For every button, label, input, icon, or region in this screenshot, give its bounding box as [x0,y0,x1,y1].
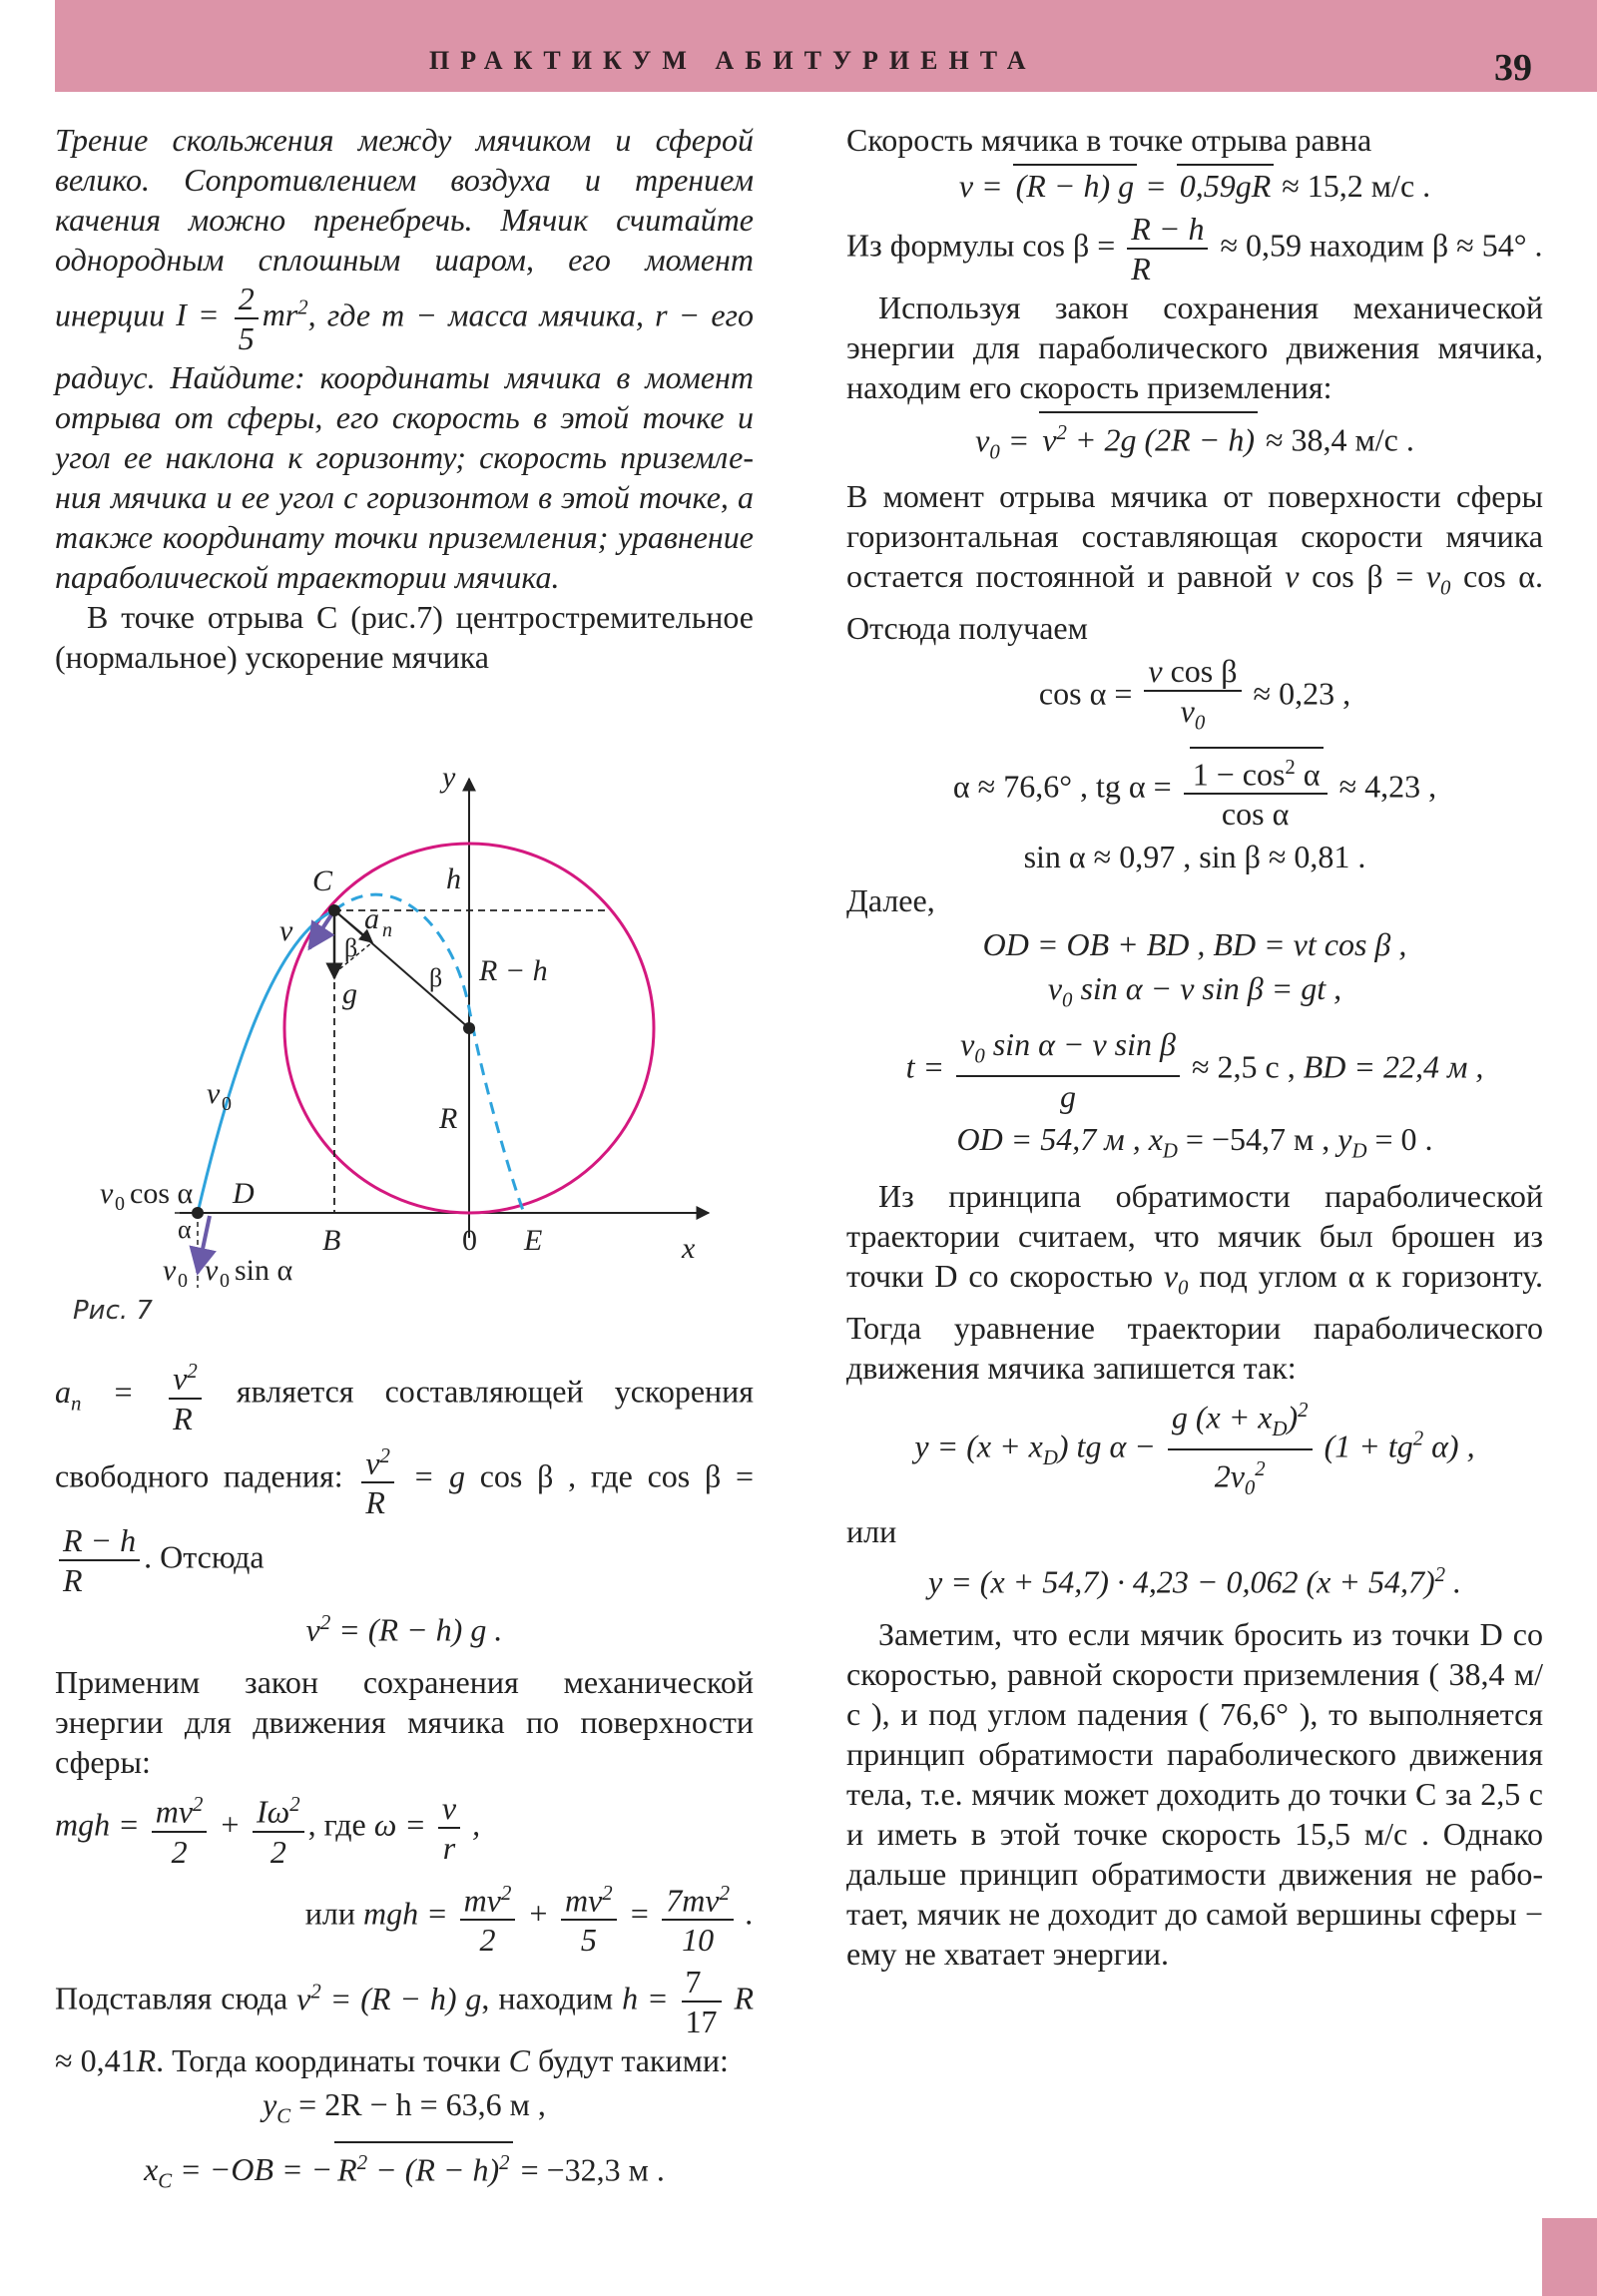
trajectory-dashed [334,894,524,1213]
landing-paragraph: Используя закон сохранения механической энергии для параболического движения мячика, находим его скорость приземления: [846,289,1543,405]
label-v0-bottom: v [163,1254,177,1287]
label-v0-curve: v [207,1077,221,1110]
reversibility-paragraph: Из принципа обратимости параболической траектории считаем, что мячик был брошен из точки D со скоростью $v_0$ под углом α к горизонту. Тогда уравнение траектории параболического движения мячика запишется так: [846,1177,1544,1387]
header-title: ПРАКТИКУМ АБИТУРИЕНТА [429,46,1037,75]
figure-caption: Рис. 7 [73,1296,153,1326]
time-eq-2: t = $\frac{v_0 \sin \alpha - v \sin \beta}{g}$ ≈ 2,5 с , BD = 22,4 м , [905,1025,1484,1115]
inertia-formula: I = $\frac{2}{5}$ $mr^2$ [176,281,308,356]
label-g: g [342,977,357,1010]
alpha-eq: α ≈ 76,6° , tg α = $\frac{1 - \cos^2 \alpha}{\text{cos α}}$ ≈ 4,23 , [846,747,1543,834]
label-v0-cos-sub: 0 [115,1193,125,1215]
speed-intro: Скорость мячика в точке отрыва равна [846,122,1372,158]
point-center [463,1022,475,1034]
problem-statement: Трение скольжения между мячиком и сферой велико. Сопротивлением воздуха и трением качения можно пренебречь. Мячик считайте однородным сплошным шаром, его момент инерции I = $\frac{2}{5}$ $mr^2$, где m − масса мячика, r − его радиус. Найдите: координаты мячика в момент отрыва от сферы, его скорость в этой точке и угол ее наклона к горизонту; скорость приземления мячика и ее угол с горизонтом в этой точке, а также координату точки приземления; уравнение параболической траектории мячика. [55,122,755,595]
problem-text-3: масса мячика, r − его радиус. Найдите: координаты мячика в момент отрыва от сферы, его скорость в этой точке и угол ее наклона к горизонту; скорость приземления мячика и ее угол с горизонтом в этой точке, а также координату точки приземления; уравнение параболической траектории мячика. [55,296,755,595]
substitution-paragraph: Подставляя сюда $v^2 = (R - h)$ g, находим h = $\frac{7}{17}$ R ≈ 0,41R. Тогда координаты точки C будут такими: [55,1964,755,2079]
label-b: B [322,1224,341,1257]
energy-eq-1: mgh = $\frac{mv^2}{2}$ + $\frac{I\omega^2}{2}$ , где ω = $\frac{v}{r}$ , [55,1786,754,1871]
horizontal-paragraph: В момент отрыва мячика от поверхности сферы горизонтальная составляющая скорости мячика остается постоянной и равной v $\cos \beta = v_0$ cos α. Отсюда получаем [846,478,1544,647]
v0-eq: $v_0 = v^2 + 2g$ (2R − h) ≈ 38,4 м/с . [846,411,1543,472]
label-beta1: β [344,933,358,962]
an-paragraph: $a_n$ = $\frac{v^2}{R}$ является составляющей ускорения свободного падения: $\frac{v^2}{R}$ = g cos β , где cos β = $\frac{R - h}{R}$ . Отсюда [55,1353,754,1599]
left-column-lower [55,1353,754,2206]
trajectory-solid [198,910,334,1213]
label-r: R [439,1102,458,1135]
v-squared-eq: $v^2 = (R - h)$ g . [305,1611,503,1648]
label-r-minus-h: R − h [479,954,548,987]
energy-paragraph: Применим закон сохранения механической энергии для движения мячика по поверхности сферы: [55,1663,754,1780]
label-c: C [312,864,333,897]
label-an-sub: n [382,919,392,941]
point-d [192,1207,204,1219]
xc-eq: $x_C = -OB$ = − $R^2 - (R - h)^2 = -32,3$ м . [55,2141,754,2202]
corner-mark [1542,2218,1597,2296]
label-beta2: β [429,963,443,992]
label-v0-cos: cos α [130,1177,194,1210]
label-alpha: α [178,1215,192,1244]
label-v0-sin-sub: 0 [220,1270,230,1292]
label-v0-curve-sub: 0 [222,1093,232,1115]
label-v0-bottom-sub: 0 [178,1270,188,1292]
beta-paragraph: Из формулы cos β = $\frac{R - h}{R}$ ≈ 0,59 находим β ≈ 54° . [846,211,1543,287]
energy-eq-2: или mgh = $\frac{mv^2}{2}$ + $\frac{mv^2}{5}$ = $\frac{7mv^2}{10}$ . [55,1875,754,1960]
label-an: a [364,902,379,935]
label-y: y [442,769,456,794]
final-eq: y = (x + 54,7) · 4,23 − 0,062 $(x + 54,7)^2$ . [927,1563,1461,1600]
or-text: или [846,1513,897,1550]
label-h: h [446,862,461,895]
note-paragraph: Заметим, что если мячик бросить из точки D со скоростью, равной скорости приземления ( 38,4 м/с ), и под углом падения ( 76,6° ), то выполняется принцип обратимости параболического движения тела, т.е. мячик может доходить до точки C за 2,5 с и иметь в этой точке скорость 15,5 м/с . Однако дальше принцип обратимости движения не работает, мячик не доходит до самой вершины сферы − ему не хватает энергии. [846,1615,1543,1972]
solution-intro: В точке отрыва C (рис.7) центростремительное (нормальное) ускорение мячика [55,599,754,675]
label-e: E [524,1224,543,1257]
cos-alpha-eq: cos α = $\frac{\text{v cos β}}{v_0}$ ≈ 0,23 , [1038,653,1351,735]
sin-values-eq: sin α ≈ 0,97 , sin β ≈ 0,81 . [1023,839,1366,875]
label-d: D [233,1177,255,1210]
od-eq: OD = OB + BD , BD = vt cos β , [982,926,1407,963]
label-v0-sin-v: v [205,1254,219,1287]
problem-text-2: , где [307,296,371,333]
page-number: 39 [1494,47,1532,89]
time-eq-1: $v_0$ sin α − v sin β = gt , [1047,970,1342,1012]
trajectory-eq: $y = (x + x_D)$ tg α − $\frac{g (x + x_D)^2}{2v_0^2}$ ($1 + tg^2$ α) , [846,1392,1543,1507]
yc-eq: $y_C = 2R - h = 63,6$ м , [263,2086,546,2128]
label-v0-cos-v: v [100,1177,114,1210]
further-text: Далее, [846,882,935,919]
label-v0-sin: sin α [235,1254,293,1287]
label-v: v [279,914,293,947]
problem-text-1: Трение скольжения между мячиком и сферой велико. Сопротивлением воздуха и трением качения можно пренебречь. Мячик считайте однородным сплошным шаром, его момент инерции [55,122,754,333]
left-column [55,120,754,677]
figure-7 [55,769,754,1348]
point-c [328,904,340,916]
speed-eq: v = (R − h) g = 0,59gR ≈ 15,2 м/с . [846,164,1543,206]
label-zero: 0 [462,1224,477,1257]
od-values-eq: OD = 54,7 м , $x_D = -54,7$ м , $y_D = 0$ . [956,1121,1433,1163]
right-column [846,120,1543,1974]
label-x: x [682,1232,696,1265]
